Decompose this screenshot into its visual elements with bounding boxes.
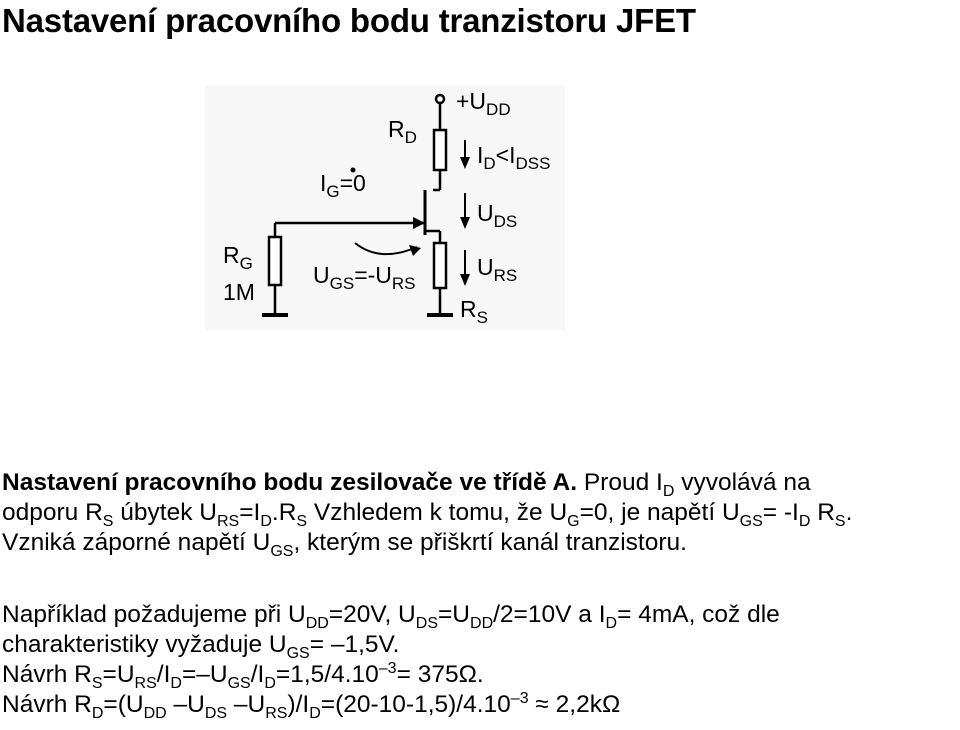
rg-value: 1M [223, 279, 255, 305]
supply-terminal [436, 95, 444, 103]
drain-resistor [434, 130, 446, 170]
urs-label: $U_{RS}$ [477, 254, 518, 285]
id-label: $I_D<I_{DSS}$ [477, 142, 551, 173]
page-title: Nastavení pracovního bodu tranzistoru JFET [2, 2, 696, 39]
uds-label: $U_{DS}$ [477, 200, 518, 231]
rg-label: $R_G$ [223, 242, 253, 273]
paragraph-example: Například požadujeme při $U_{DD}=20V$, $U_{DS}=U_{DD}/2=10V$ a $I_D= 4mA$, což dle charakteristiky vyžaduje $U_{GS}= -1,5V$. Návrh $R_S=U_{RS}/I_D=-U_{GS}/I_D=1,5/4.10^{-3}= 375\Omega$. Návrh $R_D=(U_{DD}$ $-U_{DS}$ $-U_{RS})/I_D=(20-10-1,5)/4.10^{-3} \approx 2,2k\Omega$ [2, 601, 780, 722]
rs-label: $R_S$ [460, 296, 488, 327]
supply-label: $+U_{DD}$ [456, 88, 511, 119]
source-resistor [434, 243, 446, 288]
ugs-label: $U_{GS}=-U_{RS}$ [313, 262, 416, 293]
ig-label: $I_G=0$ [320, 170, 366, 201]
jfet-bias-circuit [205, 85, 565, 330]
paragraph-explanation: Nastavení pracovního bodu zesilovače ve třídě A. Proud $I_D$ vyvolává na odporu $R_S$ úbytek $U_{RS}=I_D.R_S$ Vzhledem k tomu, že $U_G=0$, je napětí $U_{GS}= -I_D$ $R_S$. Vzniká záporné napětí $U_{GS}$, kterým se přiškrtí kanál tranzistoru. [2, 469, 853, 560]
gate-resistor [269, 237, 281, 285]
rd-label: $R_D$ [388, 116, 417, 147]
